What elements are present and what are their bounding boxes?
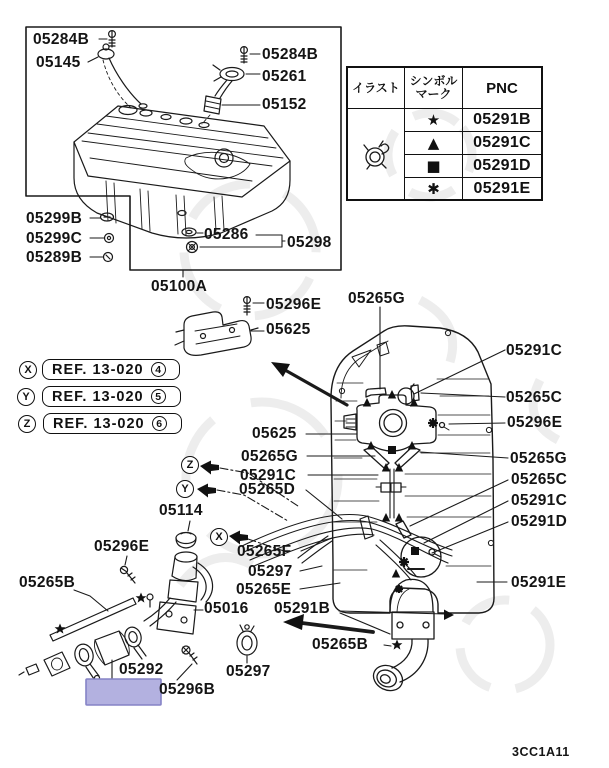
lower-filler-pipe-drawing: [369, 579, 434, 695]
ref-text: REF. 13-020: [53, 415, 145, 432]
hose-clamp-icon: [72, 642, 99, 680]
part-label-05261: 05261: [262, 68, 307, 85]
part-label-05114: 05114: [159, 502, 203, 519]
part-label-05265f: 05265F: [237, 543, 292, 560]
ref-marker-z: Z: [18, 415, 36, 433]
part-label-05297-lower: 05297: [226, 663, 271, 680]
cushion-icon: [104, 253, 113, 262]
hose-clamp-icon: [237, 625, 257, 655]
ref-box-x: [42, 359, 180, 380]
detail-marker-x: X: [210, 528, 228, 546]
fuel-sender-icon: [98, 44, 147, 108]
hose-clamp-icon: [123, 625, 146, 659]
cushion-icon: [101, 213, 114, 221]
part-label-05296e-filler: 05296E: [94, 538, 150, 555]
part-label-05625-l: 05625: [252, 425, 297, 442]
table-symbol-triangle: ▲: [405, 132, 463, 155]
part-label-05265b-upper: 05265B: [19, 574, 76, 591]
part-label-05284b-right: 05284B: [262, 46, 319, 63]
part-label-05291e-r: 05291E: [511, 574, 567, 591]
ref-marker-y: Y: [17, 388, 35, 406]
part-label-05265c-r2: 05265C: [511, 471, 568, 488]
symbol-table: [346, 66, 543, 201]
part-label-05016: 05016: [204, 600, 249, 617]
ref-number: 4: [151, 362, 166, 377]
part-label-05291c-r2: 05291C: [511, 492, 568, 509]
part-label-05289b: 05289B: [26, 249, 83, 266]
ref-marker-x: X: [19, 361, 37, 379]
part-label-05296b: 05296B: [159, 681, 216, 698]
drawing-code: 3CC1A11: [512, 745, 570, 759]
part-label-05265c-r: 05265C: [506, 389, 563, 406]
detail-marker-y: Y: [176, 480, 194, 498]
hose-clamp-illustration-icon: [360, 137, 392, 171]
table-pnc-05291d: 05291D: [463, 155, 541, 178]
table-header-illustration: イラスト: [348, 68, 405, 109]
ref-text: REF. 13-020: [52, 361, 144, 378]
part-label-05265e: 05265E: [236, 581, 292, 598]
part-label-05299b: 05299B: [26, 210, 83, 227]
table-pnc-05291b: 05291B: [463, 109, 541, 132]
part-label-05152: 05152: [262, 96, 307, 113]
part-label-05299c: 05299C: [26, 230, 83, 247]
table-symbol-star: ★: [405, 109, 463, 132]
part-label-05265g-r: 05265G: [510, 450, 567, 467]
part-label-05291c-r: 05291C: [506, 342, 563, 359]
fuel-tank-drawing: [74, 106, 290, 239]
part-label-05298: 05298: [287, 234, 332, 251]
screw-icon: [120, 566, 135, 583]
table-pnc-05291e: 05291E: [473, 179, 531, 197]
ref-box-y: [42, 386, 181, 407]
part-label-05265d-l: 05265D: [239, 481, 296, 498]
part-label-05625-canister: 05625: [266, 321, 311, 338]
part-label-05284b-left: 05284B: [33, 31, 90, 48]
canister-drawing: [175, 312, 258, 356]
screw-icon: [244, 297, 251, 315]
part-label-05100a: 05100A: [151, 278, 208, 295]
part-label-05265g-l: 05265G: [241, 448, 298, 465]
table-header-pnc: PNC: [463, 68, 541, 109]
part-label-05286: 05286: [204, 226, 249, 243]
table-illustration-cell: [348, 109, 405, 199]
packing-icon: [182, 228, 198, 253]
screw-icon: [241, 47, 248, 63]
part-label-05296e-canister: 05296E: [266, 296, 322, 313]
selected-part-highlight: [86, 679, 161, 705]
table-pnc-05291c: 05291C: [463, 132, 541, 155]
part-label-05296e-r: 05296E: [507, 414, 563, 431]
ref-number: 5: [151, 389, 166, 404]
part-label-05291b: 05291B: [274, 600, 331, 617]
part-label-05291c-l: 05291C: [240, 467, 297, 484]
screw-icon: [182, 646, 197, 664]
part-label-05291d-r: 05291D: [511, 513, 568, 530]
ref-box-z: [43, 413, 182, 434]
table-symbol-square: ■: [405, 155, 463, 178]
part-label-05265b-lower: 05265B: [312, 636, 369, 653]
part-label-05265g-top: 05265G: [348, 290, 405, 307]
part-label-05145: 05145: [36, 54, 81, 71]
part-label-05297-mid: 05297: [248, 563, 293, 580]
ref-number: 6: [152, 416, 167, 431]
screw-icon: [109, 31, 116, 47]
table-symbol-asterisk: ✱: [405, 178, 463, 199]
part-label-05292: 05292: [119, 661, 164, 678]
fuel-gauge-icon: [213, 65, 244, 98]
cushion-icon: [105, 234, 114, 243]
table-header-symbol: シンボル マーク: [405, 68, 463, 109]
detail-marker-z: Z: [181, 456, 199, 474]
ref-text: REF. 13-020: [52, 388, 144, 405]
